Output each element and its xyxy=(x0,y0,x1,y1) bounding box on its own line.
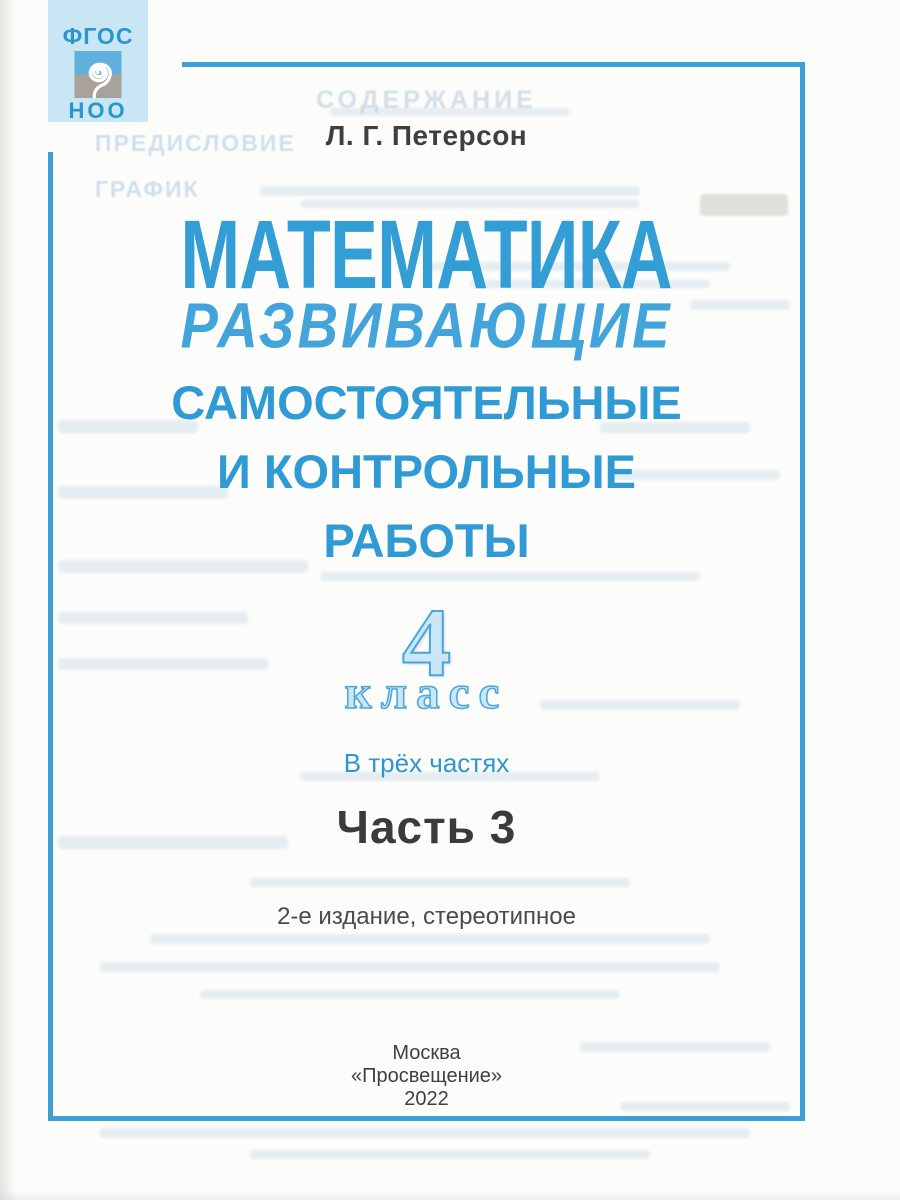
bleed-through-word: ГРАФИК xyxy=(95,176,200,202)
bleed-through-smudge xyxy=(260,186,640,196)
bleed-through-smudge xyxy=(250,1150,650,1159)
book-title-text: МАТЕМАТИКА xyxy=(180,200,673,309)
bleed-through-smudge xyxy=(150,934,710,944)
scan-edge-shadow xyxy=(0,1190,900,1200)
subtitle-line: И КОНТРОЛЬНЫЕ xyxy=(217,445,636,498)
subtitle-line: САМОСТОЯТЕЛЬНЫЕ xyxy=(171,376,682,429)
series-script-title xyxy=(48,289,805,362)
scan-edge-shadow xyxy=(0,0,16,1200)
bleed-through-word: СОДЕРЖАНИЕ xyxy=(316,86,537,114)
frame-rule-bottom xyxy=(48,1116,805,1121)
fgos-label: ФГОС xyxy=(62,23,134,49)
bleed-through-smudge xyxy=(100,1128,750,1138)
series-script-text: РАЗВИВАЮЩИЕ xyxy=(180,289,673,362)
subtitle-line: РАБОТЫ xyxy=(323,514,530,567)
imprint-city: Москва xyxy=(392,1042,461,1064)
imprint-block xyxy=(48,1042,805,1111)
noo-label: НОО xyxy=(68,98,128,123)
part-label: Часть 3 xyxy=(336,801,517,853)
bleed-through-smudge xyxy=(250,878,630,887)
imprint-publisher: «Просвещение» xyxy=(350,1065,503,1087)
bleed-through-smudge xyxy=(200,990,620,999)
book-title xyxy=(48,200,805,309)
parts-note: В трёх частях xyxy=(343,748,510,778)
bleed-through-smudge xyxy=(100,962,720,972)
frame-rule-top xyxy=(182,62,805,67)
subtitle-block xyxy=(48,368,805,575)
fgos-noo-badge xyxy=(48,0,148,122)
imprint-year: 2022 xyxy=(404,1088,449,1110)
bleed-through-word: ПРЕДИСЛОВИЕ xyxy=(95,130,296,156)
spiral-icon xyxy=(72,51,124,98)
grade-number: 4 xyxy=(402,589,451,697)
edition-note: 2-е издание, стереотипное xyxy=(277,903,576,930)
author-name: Л. Г. Петерсон xyxy=(325,120,528,151)
grade-word: класс xyxy=(344,667,509,719)
